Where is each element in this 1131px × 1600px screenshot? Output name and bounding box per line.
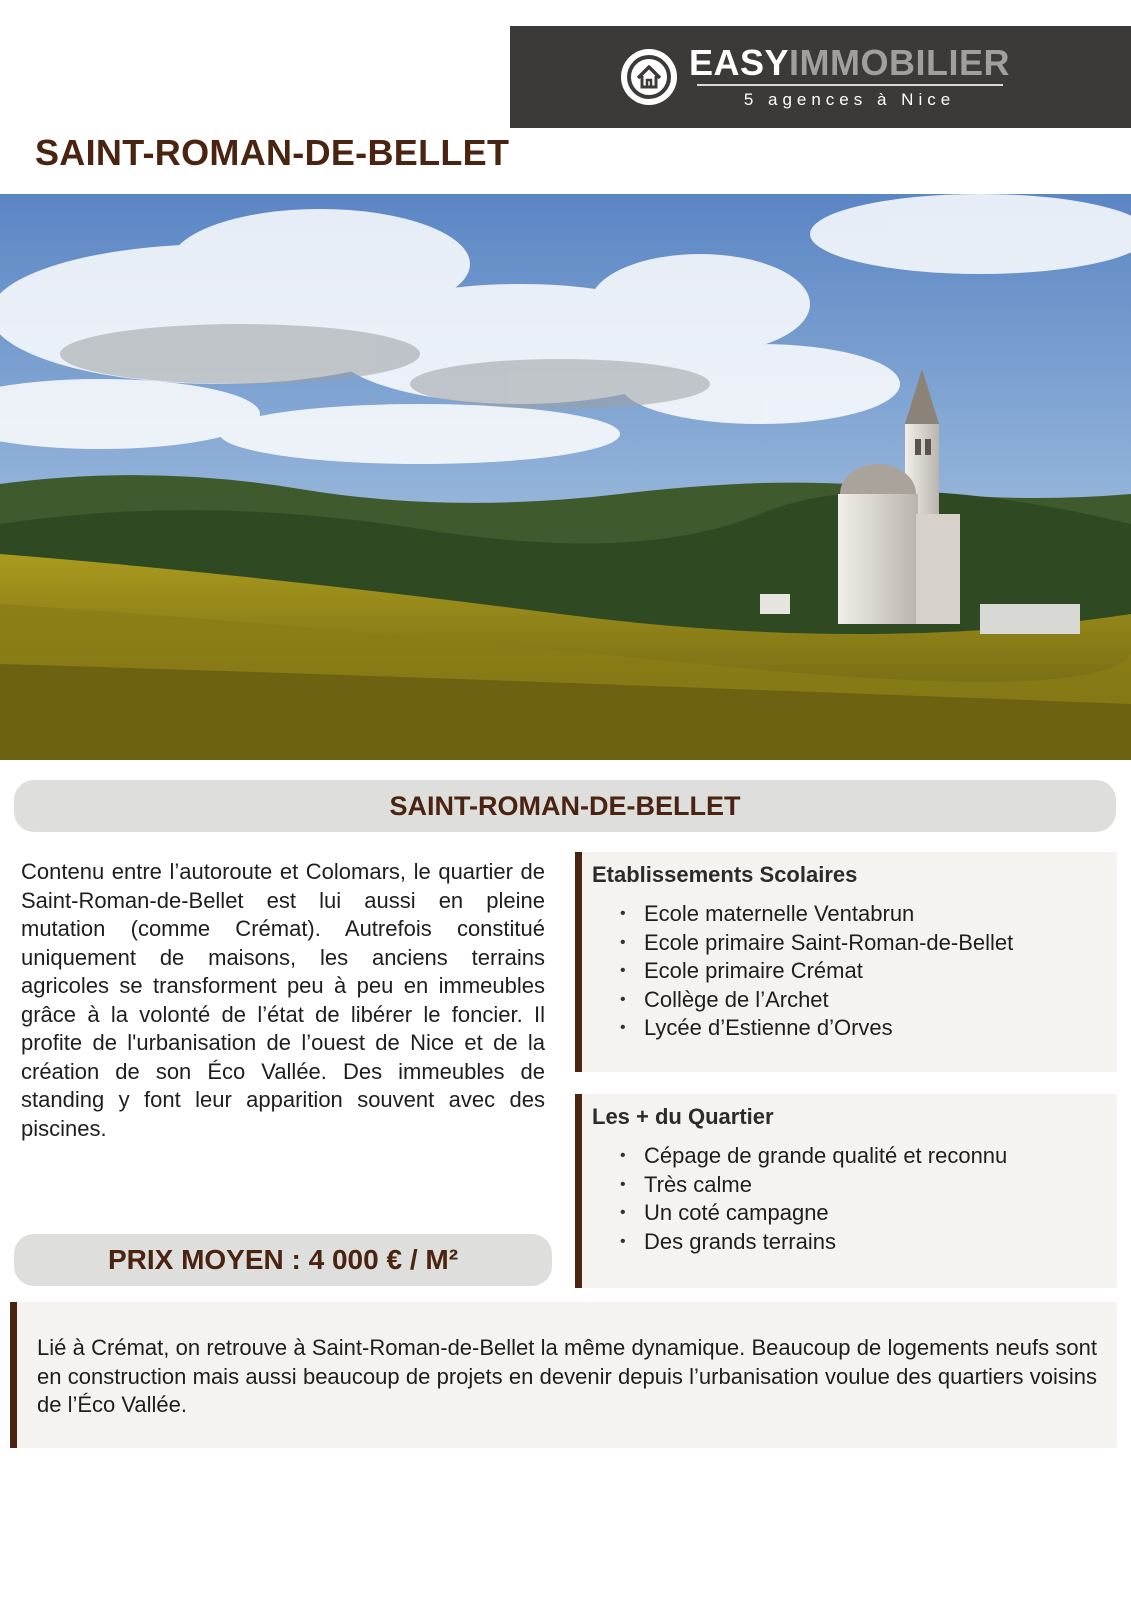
brand-text — [688, 42, 1011, 109]
closing-paragraph: Lié à Crémat, on retrouve à Saint-Roman-de-Bellet la même dynamique. Beaucoup de logements neufs sont en construction mais aussi beaucoup de projets en devenir depuis l’urbanisation voulue des quartiers voisins de l’Éco Vallée. — [37, 1335, 1097, 1417]
list-item: • Collège de l’Archet — [620, 986, 1105, 1015]
schools-list — [592, 900, 1105, 1043]
brand-tagline: 5 agences à Nice — [743, 90, 956, 109]
hero-photo — [0, 194, 1131, 760]
closing-box — [10, 1302, 1117, 1448]
brand-name-part2: IMMOBILIER — [789, 42, 1011, 83]
average-price-badge: PRIX MOYEN : 4 000 € / M² — [14, 1234, 552, 1286]
brand-header — [510, 26, 1131, 128]
brand-divider — [697, 84, 1003, 86]
schools-title: Etablissements Scolaires — [592, 862, 858, 887]
brand-logo[interactable] — [621, 42, 1011, 109]
neighborhood-pluses-box — [575, 1094, 1117, 1288]
list-item: • Un coté campagne — [620, 1199, 1105, 1228]
pluses-title: Les + du Quartier — [592, 1104, 774, 1129]
section-title-pill: SAINT-ROMAN-DE-BELLET — [14, 780, 1116, 832]
list-item: • Ecole primaire Saint-Roman-de-Bellet — [620, 929, 1105, 958]
list-item: • Des grands terrains — [620, 1228, 1105, 1257]
list-item: • Cépage de grande qualité et reconnu — [620, 1142, 1105, 1171]
brand-name-part1: EASY — [688, 42, 790, 83]
list-item: • Ecole maternelle Ventabrun — [620, 900, 1105, 929]
house-logo-icon — [621, 49, 677, 105]
brand-name — [688, 42, 1011, 83]
list-item: • Lycée d’Estienne d’Orves — [620, 1014, 1105, 1043]
pluses-list — [592, 1142, 1105, 1256]
page-title: SAINT-ROMAN-DE-BELLET — [35, 132, 510, 173]
list-item: • Très calme — [620, 1171, 1105, 1200]
list-item: • Ecole primaire Crémat — [620, 957, 1105, 986]
schools-box — [575, 852, 1117, 1072]
intro-paragraph: Contenu entre l’autoroute et Colomars, le quartier de Saint-Roman-de-Bellet est lui aussi en pleine mutation (comme Crémat). Autrefois constitué uniquement de maisons, les anciens terrains agricoles se transforment peu à peu en immeubles grâce à la volonté de l’état de libérer le foncier. Il profite de l'urbanisation de l’ouest de Nice et de la création de son Éco Vallée. Des immeubles de standing y font leur apparition souvent avec des piscines. — [21, 859, 545, 1141]
